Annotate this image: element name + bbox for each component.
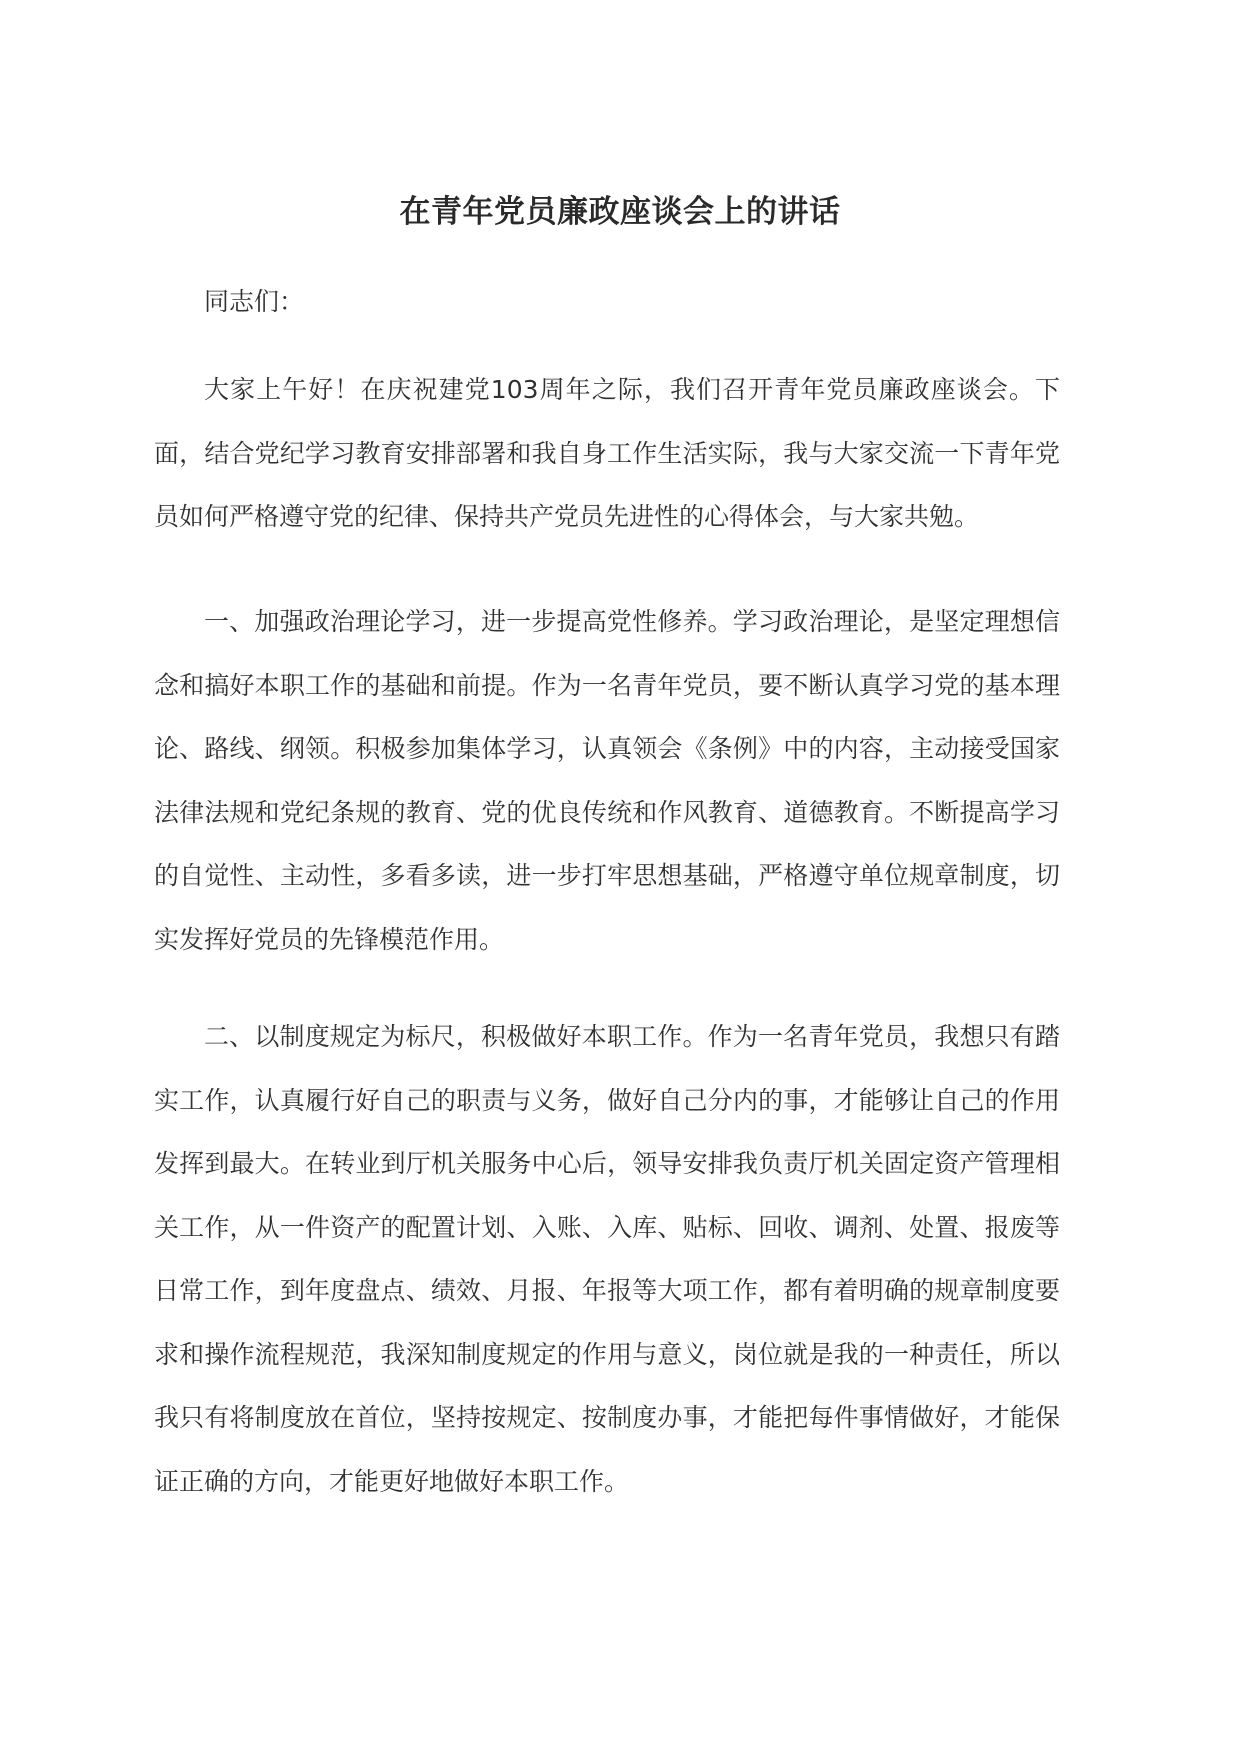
paragraph-section-two: 二、以制度规定为标尺，积极做好本职工作。作为一名青年党员，我想只有踏实工作，认真履行好自己的职责与义务，做好自己分内的事，才能够让自己的作用发挥到最大。在转业到厅机关服务中心后，领导安排我负责厅机关固定资产管理相关工作，从一件资产的配置计划、入账、入库、贴标、回收、调剂、处置、报废等日常工作，到年度盘点、绩效、月报、年报等大项工作，都有着明确的规章制度要求和操作流程规范，我深知制度规定的作用与意义，岗位就是我的一种责任，所以我只有将制度放在首位，坚持按规定、按制度办事，才能把每件事情做好，才能保证正确的方向，才能更好地做好本职工作。 [154, 1022, 1060, 1496]
salutation: 同志们： [204, 287, 305, 316]
document-title: 在青年党员廉政座谈会上的讲话 [399, 194, 841, 230]
paragraph-opening: 大家上午好！在庆祝建党103周年之际，我们召开青年党员廉政座谈会。下面，结合党纪学习教育安排部署和我自身工作生活实际，我与大家交流一下青年党员如何严格遵守党的纪律、保持共产党员先进性的心得体会，与大家共勉。 [154, 375, 1060, 531]
paragraph-section-one: 一、加强政治理论学习，进一步提高党性修养。学习政治理论，是坚定理想信念和搞好本职工作的基础和前提。作为一名青年党员，要不断认真学习党的基本理论、路线、纲领。积极参加集体学习，认真领会《条例》中的内容，主动接受国家法律法规和党纪条规的教育、党的优良传统和作风教育、道德教育。不断提高学习的自觉性、主动性，多看多读，进一步打牢思想基础，严格遵守单位规章制度，切实发挥好党员的先锋模范作用。 [154, 607, 1060, 954]
